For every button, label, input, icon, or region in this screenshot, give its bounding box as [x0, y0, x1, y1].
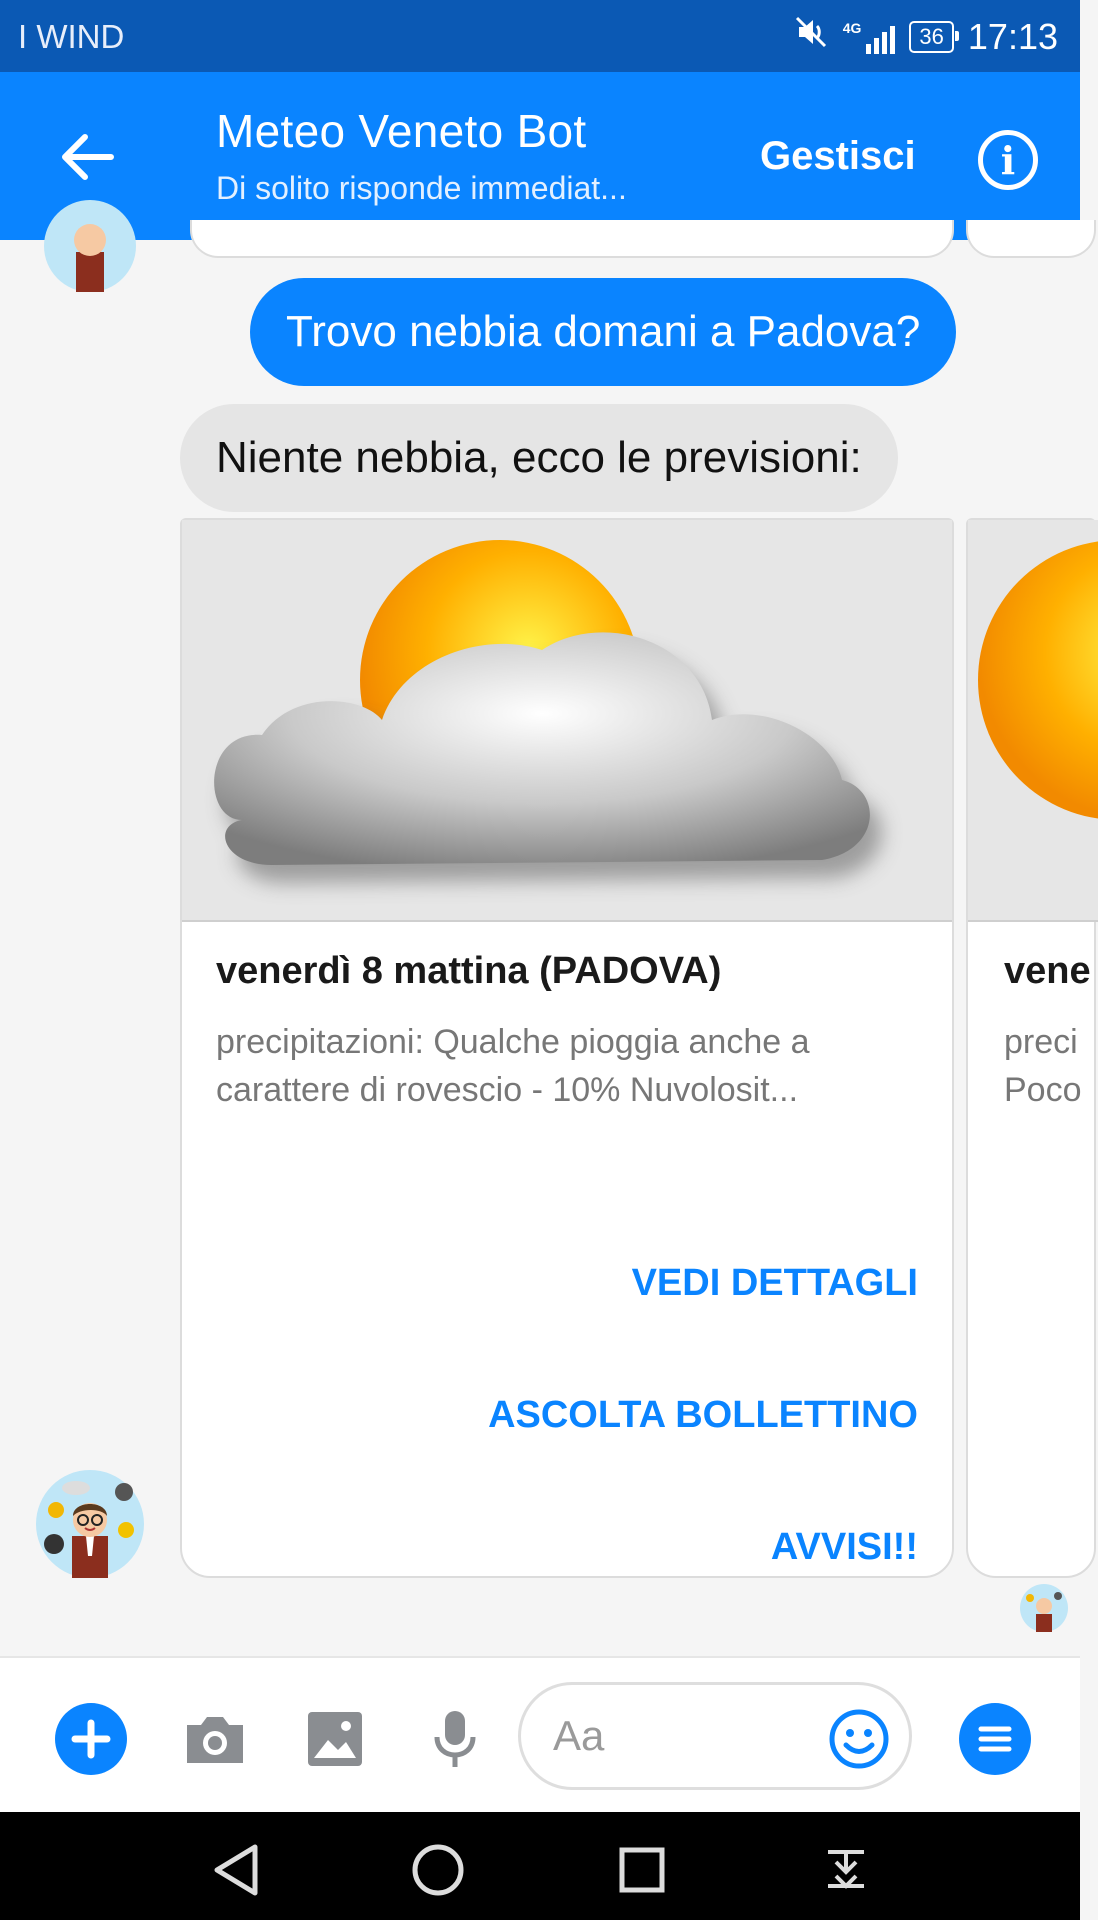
network-type-label: 4G [842, 19, 862, 36]
card-title-next: vene [1004, 950, 1091, 992]
camera-icon[interactable] [178, 1702, 252, 1776]
bot-avatar[interactable] [36, 1470, 144, 1578]
info-icon[interactable]: i [978, 130, 1038, 190]
read-receipt-avatar [1020, 1584, 1068, 1632]
mute-icon [793, 14, 829, 59]
card-description: precipitazioni: Qualche pioggia anche a carattere di rovescio - 10% Nuvolosit... [216, 1023, 810, 1109]
listen-bulletin-button[interactable]: ASCOLTA BOLLETTINO [488, 1394, 918, 1436]
nav-back-icon[interactable] [206, 1840, 266, 1900]
card-description-next-line1: preci [1004, 1023, 1078, 1061]
sun-icon [968, 520, 1098, 922]
nav-recents-icon[interactable] [612, 1840, 672, 1900]
bot-message[interactable]: Niente nebbia, ecco le previsioni: [180, 404, 898, 512]
chat-area[interactable] [0, 240, 1091, 1656]
emoji-icon[interactable] [822, 1702, 896, 1776]
chat-title[interactable]: Meteo Veneto Bot [216, 105, 587, 157]
user-message[interactable]: Trovo nebbia domani a Padova? [250, 278, 956, 386]
back-button[interactable] [52, 122, 122, 192]
clock: 17:13 [967, 15, 1058, 57]
menu-icon[interactable] [958, 1702, 1032, 1776]
nav-home-icon[interactable] [408, 1840, 468, 1900]
battery-icon: 36 [909, 21, 953, 53]
forecast-card[interactable] [180, 518, 954, 1578]
previous-card-next [966, 220, 1096, 258]
card-description-next [1004, 1018, 1082, 1114]
bot-avatar-previous [44, 200, 136, 292]
nav-notifications-icon[interactable] [816, 1840, 876, 1900]
microphone-icon[interactable] [418, 1702, 492, 1776]
sun-cloud-icon [182, 520, 952, 922]
chat-subtitle: Di solito risponde immediat... [216, 170, 627, 206]
image-icon[interactable] [298, 1702, 372, 1776]
chat-header [0, 72, 1080, 240]
plus-icon[interactable] [54, 1702, 128, 1776]
weather-image-next[interactable] [968, 520, 1098, 922]
status-icons [793, 14, 1058, 59]
forecast-card-next[interactable] [966, 518, 1096, 1578]
system-nav-bar [0, 1812, 1080, 1920]
signal-icon [843, 20, 896, 54]
previous-card [190, 220, 954, 258]
card-title: venerdì 8 mattina (PADOVA) [216, 950, 722, 992]
manage-button[interactable]: Gestisci [760, 134, 916, 178]
status-bar [0, 0, 1080, 72]
weather-image[interactable] [182, 520, 952, 922]
message-composer [0, 1656, 1080, 1812]
carrier-label: I WIND [18, 18, 125, 55]
arrow-left-icon [59, 133, 115, 181]
view-details-button[interactable]: VEDI DETTAGLI [631, 1262, 918, 1304]
card-description-next-line2: Poco [1004, 1071, 1082, 1109]
alerts-button[interactable]: AVVISI!! [770, 1526, 918, 1568]
